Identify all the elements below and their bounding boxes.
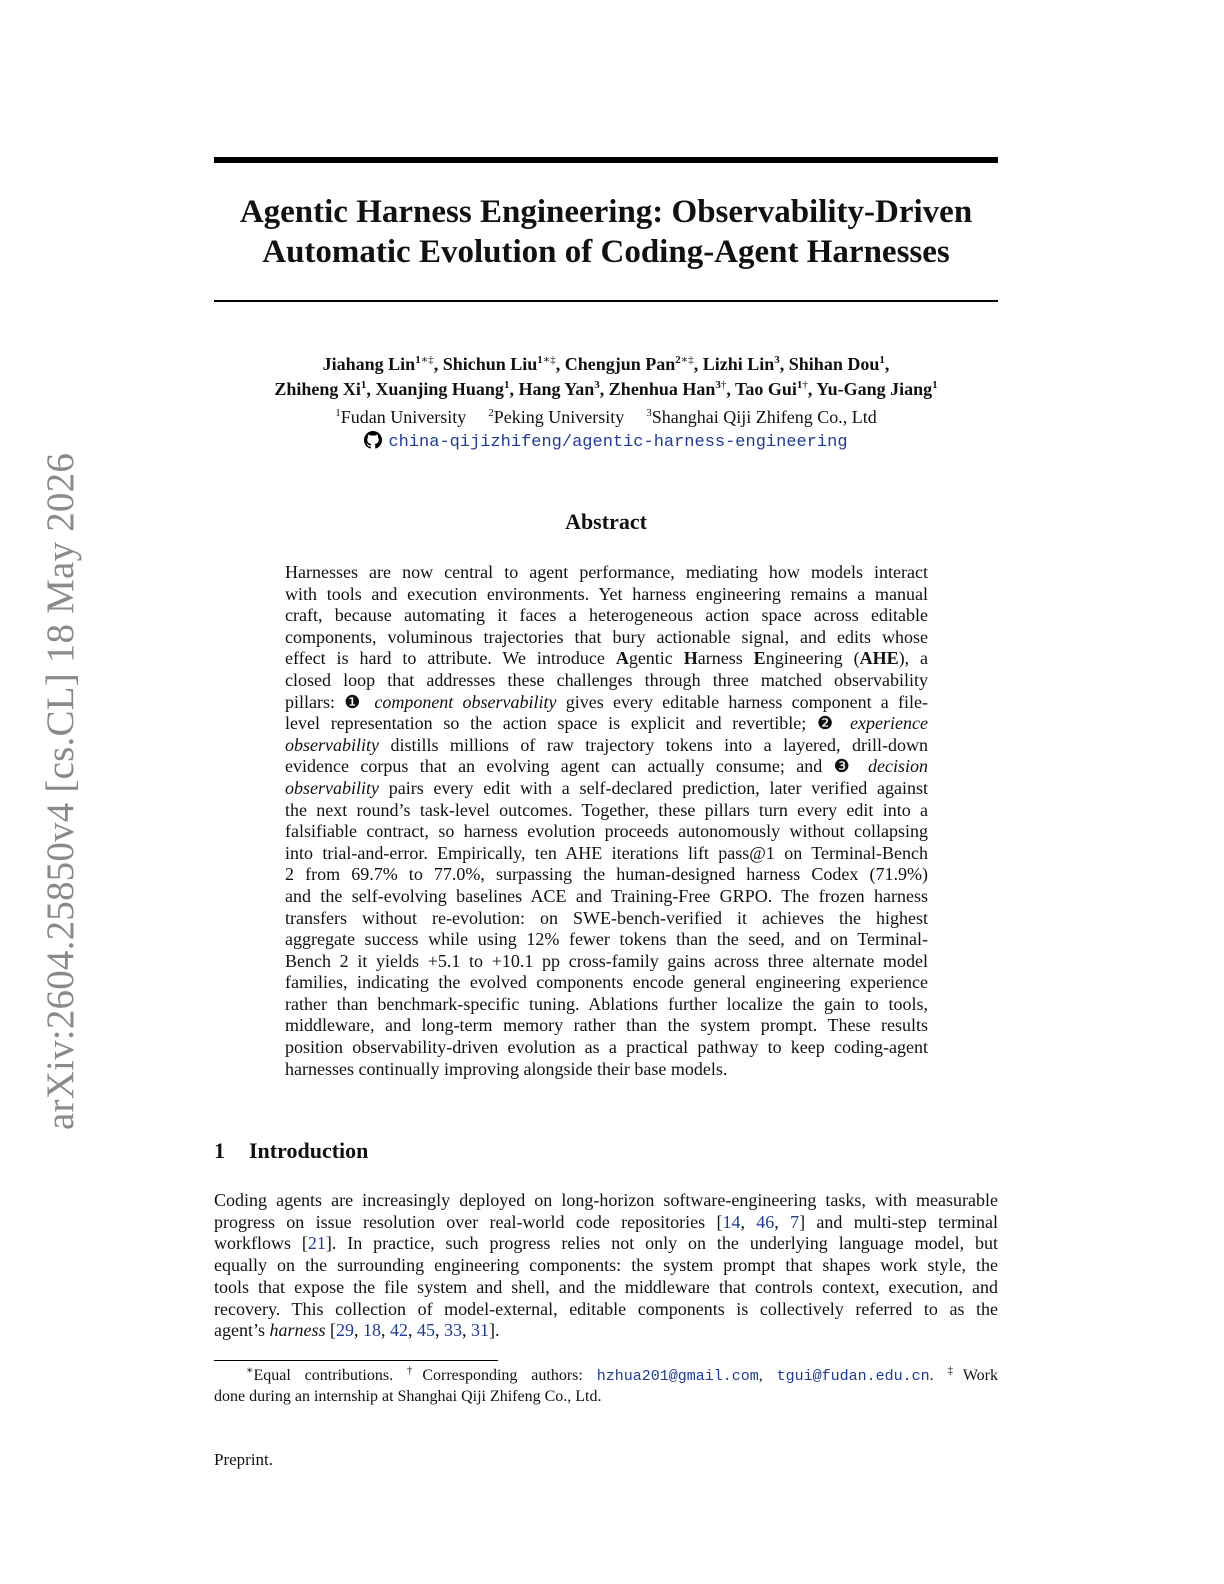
section-title: Introduction (249, 1138, 369, 1163)
abstract-line: closed loop that addresses these challenges through three matched observability (285, 669, 928, 690)
author-name: Xuanjing Huang (375, 379, 504, 399)
affiliation-list (214, 405, 998, 429)
author-name: Hang Yan (518, 379, 595, 399)
abstract-line: falsifiable contract, so harness evolution proceeds autonomously without collapsing (285, 821, 928, 842)
author-affiliation-mark: 3 (594, 379, 600, 391)
citation-link[interactable]: 7 (790, 1211, 800, 1232)
author-list (214, 352, 998, 402)
intro-line: agent’s harness [29, 18, 42, 45, 33, 31]. (214, 1320, 500, 1341)
abstract-line: Bench 2 it yields +5.1 to +10.1 pp cross-family gains across three alternate model (285, 950, 928, 971)
author-note-mark: ∗‡ (420, 354, 434, 366)
author-name: Zhenhua Han (608, 379, 716, 399)
github-icon (364, 431, 382, 456)
title-top-rule (214, 157, 998, 163)
author-name: Zhiheng Xi (274, 379, 361, 399)
intro-line: progress on issue resolution over real-world code repositories [14, 46, 7] and multi-step terminal (214, 1211, 999, 1232)
abstract-line: middleware, and long-term memory rather than the system prompt. These results (285, 1015, 928, 1036)
affiliation-name: Peking University (493, 407, 625, 427)
author-name: Lizhi Lin (702, 354, 775, 374)
footnote-line: ∗Equal contributions. †Corresponding authors: hzhua201@gmail.com, tgui@fudan.edu.cn. ‡Work (246, 1364, 998, 1385)
section-heading-introduction (214, 1137, 368, 1165)
abstract-line: rather than benchmark-specific tuning. Ablations further localize the gain to tools, (285, 993, 928, 1014)
abstract-line: observability distills millions of raw trajectory tokens into a layered, drill-down (285, 734, 928, 755)
author-affiliation-mark: 1 (415, 354, 421, 366)
footnote-mark: † (406, 1364, 423, 1377)
author-name: Shihan Dou (788, 354, 880, 374)
abstract-line: 2 from 69.7% to 77.0%, surpassing the human-designed harness Codex (71.9%) (285, 864, 928, 885)
abstract-line: observability pairs every edit with a self-declared prediction, later verified against (285, 777, 928, 798)
footnote-rule (214, 1360, 498, 1361)
title-line: Automatic Evolution of Coding-Agent Harnesses (262, 234, 950, 270)
title-line: Agentic Harness Engineering: Observability-Driven (239, 194, 973, 230)
title-bottom-rule (214, 300, 998, 302)
arxiv-identifier-stamp: arXiv:2604.25850v4 [cs.CL] 18 May 2026 (39, 452, 82, 1130)
citation-link[interactable]: 31 (471, 1320, 490, 1341)
citation-link[interactable]: 18 (363, 1320, 382, 1341)
author-affiliation-mark: 2 (675, 354, 681, 366)
author-note-mark: † (802, 379, 808, 391)
affiliation-name: Fudan University (340, 407, 467, 427)
footnote-mark: ‡ (947, 1364, 963, 1377)
citation-link[interactable]: 46 (756, 1211, 775, 1232)
author-note-mark: ∗‡ (680, 354, 694, 366)
intro-line: equally on the surrounding engineering components: the system prompt that shapes work style, the (214, 1255, 998, 1276)
citation-link[interactable]: 45 (417, 1320, 436, 1341)
intro-line: Coding agents are increasingly deployed on long-horizon software-engineering tasks, with measurable (214, 1190, 998, 1210)
author-affiliation-mark: 3 (774, 354, 780, 366)
author-affiliation-mark: 1 (932, 379, 938, 391)
author-name: Chengjun Pan (564, 354, 676, 374)
citation-link[interactable]: 21 (307, 1233, 326, 1254)
abstract-line: and the self-evolving baselines ACE and Training-Free GRPO. The frozen harness (285, 885, 928, 906)
author-affiliation-mark: 1 (360, 379, 367, 391)
abstract-line: effect is hard to attribute. We introduce Agentic Harness Engineering (AHE), a (285, 648, 929, 669)
abstract-body (285, 562, 928, 1080)
abstract-line: pillars: ❶ component observability gives every editable harness component a file- (285, 691, 929, 712)
affiliation-number: 1 (335, 407, 341, 419)
citation-link[interactable]: 14 (722, 1211, 741, 1232)
intro-line: recovery. This collection of model-external, editable components is collectively referred to as the (214, 1298, 998, 1319)
affiliation-number: 3 (646, 407, 652, 419)
abstract-line: aggregate success while using 12% fewer tokens than the seed, and on Terminal- (285, 929, 928, 950)
section-number: 1 (214, 1138, 225, 1163)
author-line: Zhiheng Xi$^1$, Xuanjing Huang$^1$, Hang Yan$^3$, Zhenhua Han$^{3\dagger}$, Tao Gui$^{1\dagger}$, Yu-Gang Jiang$^1$ (274, 379, 938, 399)
citation-link[interactable]: 29 (336, 1320, 355, 1341)
author-affiliation-mark: 3 (715, 379, 721, 391)
author-name: Shichun Liu (442, 354, 538, 374)
author-affiliation-mark: 1 (503, 379, 510, 391)
abstract-line: evidence corpus that an evolving agent can actually consume; and ❸ decision (285, 756, 928, 777)
abstract-line: families, indicating the evolved components encode general engineering experience (285, 972, 928, 993)
abstract-line: craft, because automating it faces a heterogeneous action space across editable (285, 605, 928, 626)
author-note-mark: ∗‡ (542, 354, 556, 366)
abstract-line: Harnesses are now central to agent performance, mediating how models interact (285, 562, 928, 582)
author-name: Yu-Gang Jiang (816, 379, 933, 399)
author-affiliation-mark: 1 (879, 354, 885, 366)
author-affiliation-mark: 1 (796, 379, 803, 391)
footnote-mark: ∗ (246, 1364, 254, 1377)
citation-link[interactable]: 42 (390, 1320, 409, 1341)
repository-link-row (214, 429, 998, 456)
author-line: Jiahang Lin$^{1∗\ddagger}$, Shichun Liu$^{1∗\ddagger}$, Chengjun Pan$^{2∗\ddagger}$, Lizhi Lin$^3$, Shihan Dou$^1$, (322, 354, 890, 374)
intro-line: tools that expose the file system and shell, and the middleware that controls context, execution, and (214, 1276, 998, 1297)
abstract-line: transfers without re-evolution: on SWE-bench-verified it achieves the highest (285, 907, 928, 928)
abstract-line: level representation so the action space is explicit and revertible; ❷ experience (285, 713, 928, 734)
preprint-label: Preprint. (214, 1450, 274, 1469)
abstract-heading: Abstract (565, 509, 647, 534)
repository-link[interactable]: china-qijizhifeng/agentic-harness-engineering (388, 433, 848, 452)
email-link[interactable]: tgui@fudan.edu.cn (776, 1368, 930, 1385)
abstract-line: with tools and execution environments. Yet harness engineering remains a manual (285, 583, 928, 604)
footnote-line: done during an internship at Shanghai Qiji Zhifeng Co., Ltd. (214, 1388, 602, 1405)
paper-title (214, 192, 998, 272)
abstract-line: position observability-driven evolution as a practical pathway to keep coding-agent (285, 1037, 928, 1058)
affiliation-name: Shanghai Qiji Zhifeng Co., Ltd (651, 407, 877, 427)
abstract-line: harnesses continually improving alongside their base models. (285, 1058, 728, 1079)
author-name: Tao Gui (735, 379, 797, 399)
abstract-line: into trial-and-error. Empirically, ten AHE iterations lift pass@1 on Terminal-Bench (285, 842, 928, 863)
email-link[interactable]: hzhua201@gmail.com (596, 1368, 759, 1385)
citation-link[interactable]: 33 (444, 1320, 463, 1341)
author-name: Jiahang Lin (322, 354, 416, 374)
author-affiliation-mark: 1 (537, 354, 543, 366)
intro-line: workflows [21]. In practice, such progress relies not only on the underlying language model, but (214, 1233, 998, 1254)
introduction-body (214, 1190, 998, 1342)
author-note-mark: † (720, 379, 727, 391)
abstract-line: components, voluminous trajectories that bury actionable signal, and edits whose (285, 626, 928, 647)
affiliation-number: 2 (488, 407, 494, 419)
footnote (214, 1366, 998, 1407)
abstract-line: the next round’s task-level outcomes. Together, these pillars turn every edit into a (285, 799, 928, 820)
